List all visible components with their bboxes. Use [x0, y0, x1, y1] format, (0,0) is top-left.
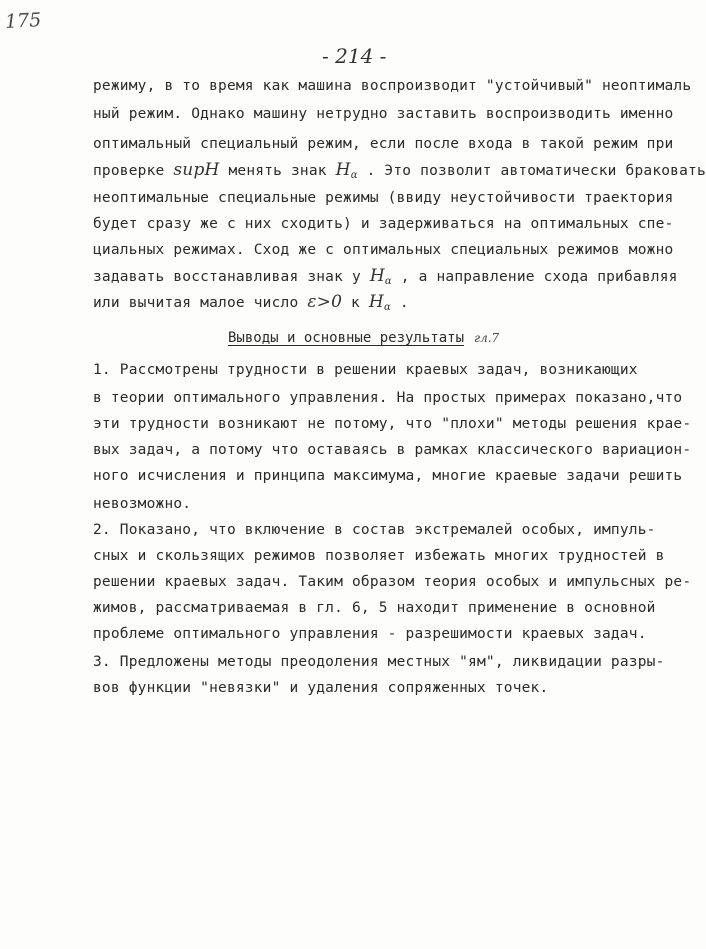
text-line: ного исчисления и принципа максимума, многие краевые задачи решить	[93, 468, 683, 484]
text-line: оптимальный специальный режим, если после входа в такой режим при	[93, 136, 674, 152]
handwritten-formula: H	[204, 160, 220, 180]
handwritten-subscript: α	[383, 302, 391, 313]
handwritten-formula: sup	[173, 160, 205, 180]
page-number: - 214 -	[322, 44, 387, 68]
handwritten-formula: ε>0	[307, 292, 343, 312]
text-line: эти трудности возникают не потому, что "плохи" методы решения крае-	[93, 416, 692, 432]
text-line: 2. Показано, что включение в состав экстремалей особых, импуль-	[93, 522, 656, 538]
handwritten-chapter-note: гл.7	[474, 331, 500, 345]
section-heading	[228, 330, 499, 346]
text-line: решении краевых задач. Таким образом теория особых и импульсных ре-	[93, 574, 692, 590]
text-line: 1. Рассмотрены трудности в решении краевых задач, возникающих	[93, 362, 638, 378]
handwritten-formula: H	[368, 292, 384, 312]
text-line: проблеме оптимального управления - разрешимости краевых задач.	[93, 626, 647, 642]
text-line: ный режим. Однако машину нетрудно заставить воспроизводить именно	[93, 106, 674, 122]
text-line: сных и скользящих режимов позволяет избежать многих трудностей в	[93, 548, 665, 564]
text-line: будет сразу же с них сходить) и задерживаться на оптимальных спе-	[93, 216, 674, 232]
handwritten-subscript: α	[350, 170, 358, 181]
text-line: или вычитая малое число ε>0 к $H_\alpha$ .	[93, 292, 409, 313]
handwritten-formula: H	[335, 160, 351, 180]
handwritten-formula: H	[369, 266, 385, 286]
section-heading-title: Выводы и основные результаты	[228, 330, 465, 346]
text-line: неоптимальные специальные режимы (ввиду неустойчивости траектория	[93, 190, 674, 206]
text-line: 3. Предложены методы преодоления местных "ям", ликвидации разры-	[93, 654, 665, 670]
handwritten-subscript: α	[384, 276, 392, 287]
text-line: задавать восстанавливая знак у $H_\alpha$ , а направление схода прибавляя	[93, 266, 678, 287]
text-line: невозможно.	[93, 496, 192, 512]
text-line: в теории оптимального управления. На простых примерах показано,что	[93, 390, 683, 406]
text-line: циальных режимах. Сход же с оптимальных специальных режимов можно	[93, 242, 674, 258]
text-line: жимов, рассматриваемая в гл. 6, 5 находит применение в основной	[93, 600, 656, 616]
text-line: вов функции "невязки" и удаления сопряженных точек.	[93, 680, 549, 696]
text-line: режиму, в то время как машина воспроизводит "устойчивый" неоптималь	[93, 78, 692, 94]
text-line: вых задач, а потому что оставаясь в рамках классического вариацион-	[93, 442, 692, 458]
text-line: проверке supH менять знак $H_\alpha$ . Это позволит автоматически браковать	[93, 160, 706, 181]
handwritten-corner-note: 175	[4, 9, 42, 33]
